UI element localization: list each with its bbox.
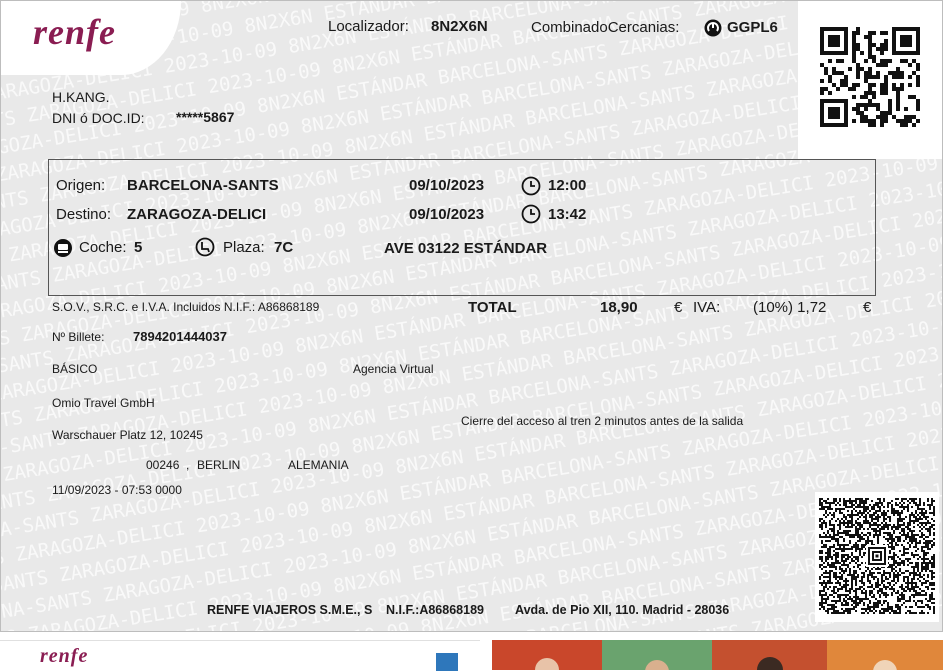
destination-value: ZARAGOZA-DELICI xyxy=(127,206,267,223)
train-info: AVE 03122 ESTÁNDAR xyxy=(384,240,548,257)
coach-label: Coche: xyxy=(79,239,127,256)
destination-time: 13:42 xyxy=(548,206,587,223)
clock-icon xyxy=(521,204,541,224)
amex-card-icon xyxy=(436,653,458,671)
aztec-code-graphic xyxy=(815,492,939,622)
qr-code xyxy=(798,1,943,159)
sales-channel: Agencia Virtual xyxy=(353,362,434,376)
watermark-line: ZARAGOZA-DELICI 2023-10-09 8N2X6N ESTÁNDAR BARCELONA-SANTS ZARAGOZA-DELICI xyxy=(26,491,867,633)
ticket-number-label: Nº Billete: xyxy=(52,330,105,344)
watermark-line: ZARAGOZA-DELICI 2023-10-09 8N2X6N ESTÁNDAR BARCELONA-SANTS ZARAGOZA-DELICI xyxy=(1,91,803,247)
seat-value: 7C xyxy=(274,239,294,256)
watermark-line: BARCELONA-SANTS ZARAGOZA-DELICI 2023-10-09 8N2X6N ESTÁNDAR BARCELONA-SANTS ZARAGOZA-DELICI 2023-10-09 xyxy=(1,273,943,476)
total-currency: € xyxy=(674,299,683,316)
watermark-line: BARCELONA-SANTS ZARAGOZA-DELICI 2023-10-09 8N2X6N ESTÁNDAR BARCELONA-SANTS ZARAGOZA-DELICI 2023-10-09 xyxy=(1,412,943,616)
footer-nif: N.I.F.:A86868189 xyxy=(386,603,484,617)
footer-company: RENFE VIAJEROS S.M.E., S xyxy=(207,603,373,617)
watermark-line: ZARAGOZA-DELICI 2023-10-09 8N2X6N ESTÁNDAR BARCELONA-SANTS ZARAGOZA-DELICI 2023-10-09 xyxy=(1,232,943,407)
origin-label: Origen: xyxy=(56,177,106,194)
watermark-line: BARCELONA-SANTS ZARAGOZA-DELICI 2023-10-09 8N2X6N ESTÁNDAR BARCELONA-SANTS ZARAGOZA-DELICI xyxy=(1,452,941,633)
renfe-logo: renfe xyxy=(33,12,116,52)
coach-icon xyxy=(53,238,73,258)
origin-value: BARCELONA-SANTS xyxy=(127,177,279,194)
coach-value: 5 xyxy=(134,239,143,256)
watermark-line: BARCELONA-SANTS ZARAGOZA-DELICI 2023-10-09 8N2X6N ESTÁNDAR BARCELONA-SANTS xyxy=(1,161,710,316)
doc-value: *****5867 xyxy=(176,109,235,125)
qr-code-graphic xyxy=(798,1,943,159)
watermark-line: BARCELONA-SANTS ZARAGOZA-DELICI 2023-10-09 8N2X6N ESTÁNDAR BARCELONA-SANTS ZARAGOZA-DELICI 2023-10-09 xyxy=(1,172,943,376)
origin-date: 09/10/2023 xyxy=(409,177,485,194)
watermark-line: ZARAGOZA-DELICI 2023-10-09 8N2X6N ESTÁNDAR BARCELONA-SANTS ZARAGOZA-DELICI 2023-10-09 xyxy=(1,312,943,487)
promo-image xyxy=(492,640,943,670)
origin-time: 12:00 xyxy=(548,177,587,194)
destination-label: Destino: xyxy=(56,206,112,223)
total-label: TOTAL xyxy=(468,299,517,316)
tax-note: S.O.V., S.R.C. e I.V.A. Incluidos N.I.F.: A86868189 xyxy=(52,300,320,314)
fare-type: BÁSICO xyxy=(52,362,98,376)
passenger-name: H.KANG. xyxy=(52,89,110,105)
watermark-line xyxy=(1,332,943,632)
clock-icon xyxy=(521,176,541,196)
watermark-line: BARCELONA-SANTS ZARAGOZA-DELICI 2023-10-09 8N2X6N ESTÁNDAR BARCELONA-SANTS ZARAGOZA-DELICI xyxy=(1,52,878,236)
agency-street: Warschauer Platz 12, 10245 xyxy=(52,428,203,442)
watermark-line: 2023-10-09 8N2X6N ESTÁNDAR BARCELONA-SANTS xyxy=(251,540,730,633)
localizador-value: 8N2X6N xyxy=(431,18,488,35)
watermark-line: BARCELONA-SANTS ZARAGOZA-DELICI xyxy=(525,571,879,633)
closing-notice: Cierre del acceso al tren 2 minutos antes de la salida xyxy=(461,414,744,428)
destination-date: 09/10/2023 xyxy=(409,206,485,223)
seat-label: Plaza: xyxy=(223,239,265,256)
localizador-label: Localizador: xyxy=(328,18,409,35)
iva-currency: € xyxy=(863,299,872,316)
issue-date: 11/09/2023 - 07:53 0000 xyxy=(52,483,182,497)
separator: , xyxy=(186,458,190,472)
promo-banner xyxy=(492,640,943,670)
watermark-line: BARCELONA-SANTS ZARAGOZA-DELICI 2023-10-09 8N2X6N ESTÁNDAR BARCELONA-SANTS ZARAGOZA-DELICI 2023-10-09 xyxy=(1,252,943,456)
aztec-code xyxy=(815,492,939,622)
iva-value: (10%) 1,72 xyxy=(753,299,827,316)
doc-label: DNI ó DOC.ID: xyxy=(52,110,145,126)
agency-country: ALEMANIA xyxy=(288,458,349,472)
ticket-number-value: 7894201444037 xyxy=(133,329,227,344)
watermark-line: ZARAGOZA-DELICI 2023-10-09 8N2X6N ESTÁNDAR BARCELONA-SANTS ZARAGOZA-DELICI xyxy=(6,112,847,267)
watermark-line: ZARAGOZA-DELICI 2023-10-09 8N2X6N ESTÁNDAR BARCELONA-SANTS ZARAGOZA-DELICI 2023-10-09 xyxy=(1,152,940,327)
iva-label: IVA: xyxy=(693,299,721,316)
watermark-line: 8N2X6N ESTÁNDAR BARCELONA-SANTS xyxy=(419,561,773,633)
total-value: 18,90 xyxy=(600,299,638,316)
watermark-line: BARCELONA-SANTS ZARAGOZA-DELICI 2023-10-09 8N2X6N ESTÁNDAR BARCELONA-SANTS ZARAGOZA-DELICI 2023-10-09 xyxy=(1,392,943,595)
agency-postal-code: 00246 xyxy=(146,458,180,472)
watermark-line: BARCELONA-SANTS ZARAGOZA-DELICI 2023-10-09 8N2X6N ESTÁNDAR BARCELONA-SANTS ZARAGOZA-DELICI 2023-10-09 xyxy=(1,332,943,536)
logo-panel xyxy=(1,1,181,75)
seat-icon xyxy=(195,237,215,257)
agency-name: Omio Travel GmbH xyxy=(52,396,155,410)
renfe-logo-small: renfe xyxy=(40,645,89,667)
combinado-label: CombinadoCercanias: xyxy=(531,19,680,36)
cercanias-icon xyxy=(704,19,722,37)
watermark-line: BARCELONA-SANTS ZARAGOZA-DELICI 2023-10-09 8N2X6N ESTÁNDAR BARCELONA-SANTS ZARAGOZA-DELICI 2023-10-09 xyxy=(1,353,943,556)
agency-city: BERLIN xyxy=(197,458,241,472)
footer-address: Avda. de Pio XII, 110. Madrid - 28036 xyxy=(515,603,730,617)
combinado-value: GGPL6 xyxy=(727,19,778,36)
bottom-banner xyxy=(0,640,480,671)
watermark-line: BARCELONA-SANTS ZARAGOZA-DELICI 2023-10-09 8N2X6N ESTÁNDAR BARCELONA-SANTS ZARAGOZA-DELICI 2023-10-09 xyxy=(1,193,943,396)
